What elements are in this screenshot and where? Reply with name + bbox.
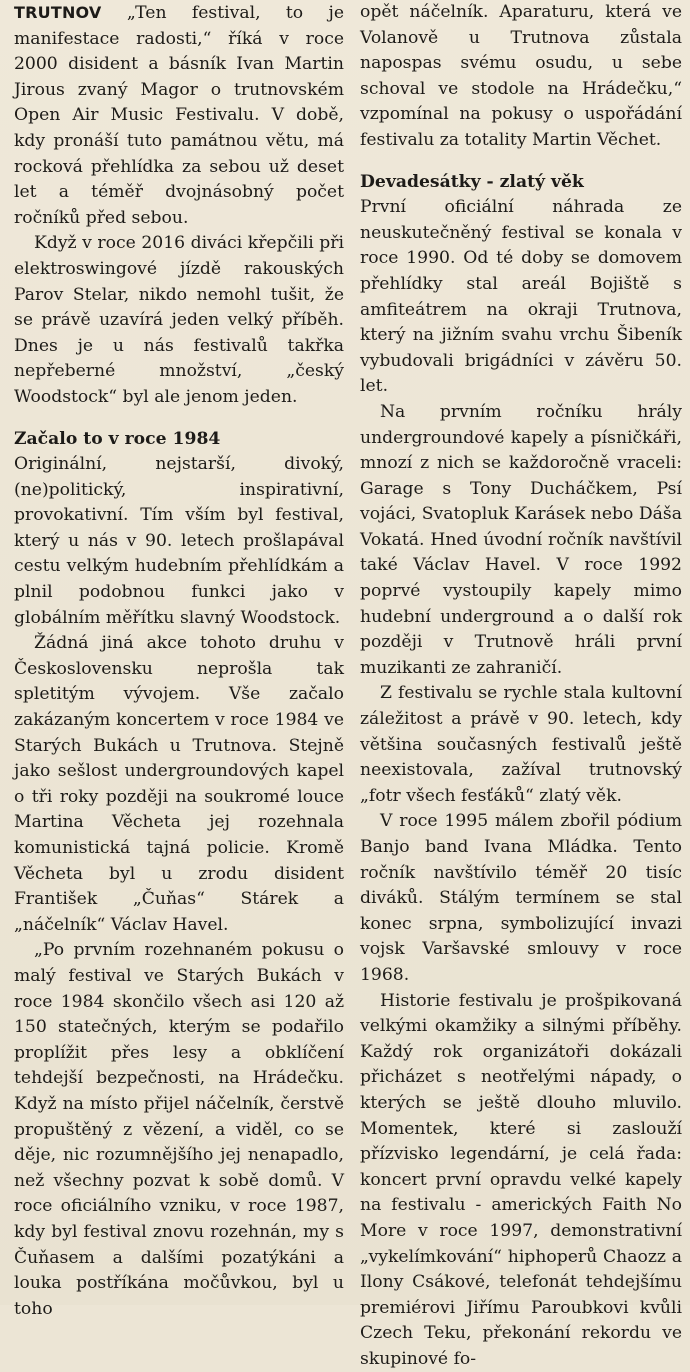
dateline: TRUTNOV <box>14 3 102 22</box>
paragraph: První oficiální náhrada ze neuskutečněný festival se konala v roce 1990. Od té doby se domovem přehlídky stal areál Bojiště s amfiteátrem na okraji Trutnova, který na jižním svahu vrchu Šibeník vybudovali brigádníci v závěru 50. let. <box>360 197 682 397</box>
paragraph: opět náčelník. Aparaturu, která ve Volanově u Trutnova zůstala napospas svému osudu, u sebe schoval ve stodole na Hrádečku,“ vzpomínal na pokusy o uspořádání festivalu za totality Martin Věchet. <box>360 2 682 150</box>
paragraph: V roce 1995 málem zbořil pódium Banjo band Ivana Mládka. Tento ročník navštívilo téměř 20 tisíc diváků. Stálým termínem se stal konec srpna, symbolizující invazi vojsk Varšavské smlouvy v roce 1968. <box>360 811 682 985</box>
section-heading: Začalo to v roce 1984 <box>14 428 221 449</box>
paragraph: Originální, nejstarší, divoký, (ne)politický, inspirativní, provokativní. Tím vším byl festival, který u nás v 90. letech prošlapával cestu velkým hudebním přehlídkám a plnil podobnou funkci jako v globálním měřítku slavný Woodstock. <box>14 454 344 628</box>
section-heading: Devadesátky - zlatý věk <box>360 171 584 192</box>
intro-paragraph <box>14 0 344 231</box>
paragraph: Historie festivalu je prošpikovaná velkými okamžiky a silnými příběhy. Každý rok organizátoři dokázali přicházet s neotřelými nápady, o kterých se ještě dlouho mluvilo. Momentek, které si zaslouží přízvisko legendární, je celá řada: koncert první opravdu velké kapely na festivalu - amerických Faith No More v roce 1997, demonstrativní „vykelímkování“ hiphoperů Chaozz a Ilony Csákové, telefonát tehdejšímu premiérovi Jiřímu Paroubkovi kvůli Czech Teku, překonání rekordu ve skupinové fo- <box>360 990 682 1369</box>
paragraph: Na prvním ročníku hrály undergroundové kapely a písničkáři, mnozí z nich se každoročně vraceli: Garage s Tony Ducháčkem, Psí vojáci, Svatopluk Karásek nebo Dáša Vokatá. Hned úvodní ročník navštívil také Václav Havel. V roce 1992 poprvé vystoupily kapely mimo hudební underground a o další rok později v Trutnově hráli první muzikanti ze zahraničí. <box>360 401 682 678</box>
paragraph: Z festivalu se rychle stala kultovní záležitost a právě v 90. letech, kdy většina současných festivalů ještě neexistovala, zažíval trutnovský „fotr všech fesťáků“ zlatý věk. <box>360 683 682 806</box>
intro-text: „Ten festival, to je manifestace radosti,“ říká v roce 2000 disident a básník Ivan Martin Jirous zvaný Magor o trutnovském Open Air Music Festivalu. V době, kdy pronáší tuto památnou větu, má rocková přehlídka za sebou už deset let a téměř dvojnásobný počet ročníků před sebou. <box>14 3 344 228</box>
paragraph: Žádná jiná akce tohoto druhu v Československu neprošla tak spletitým vývojem. Vše začalo zakázaným koncertem v roce 1984 ve Starých Bukách u Trutnova. Stejně jako sešlost undergroundových kapel o tři roky později na soukromé louce Martina Věcheta jej rozehnala komunistická tajná policie. Kromě Věcheta byl u zrodu disident František „Čuňas“ Stárek a „náčelník“ Václav Havel. <box>14 633 344 935</box>
right-column <box>360 0 682 1372</box>
left-column <box>14 0 344 1322</box>
quote-paragraph: „Po prvním rozehnaném pokusu o malý festival ve Starých Bukách v roce 1984 skončilo všech asi 120 až 150 statečných, kterým se podařilo proplížit přes lesy a obklíčení tehdejší bezpečnosti, na Hrádečku. Když na místo přijel náčelník, čerstvě propuštěný z vězení, a viděl, co se děje, nic rozumnějšího jej nenapadlo, než všechny pozvat k sobě domů. V roce oficiálního vzniku, v roce 1987, kdy byl festival znovu rozehnán, my s Čuňasem a dalšími pozatýkáni a louka postříkána močůvkou, byl u toho <box>14 940 344 1319</box>
paragraph: Když v roce 2016 diváci křepčili při elektroswingové jízdě rakouských Parov Stelar, nikdo nemohl tušit, že se právě uzavírá jeden velký příběh. Dnes je u nás festivalů takřka nepřeberné množství, „český Woodstock“ byl ale jenom jeden. <box>14 233 344 407</box>
